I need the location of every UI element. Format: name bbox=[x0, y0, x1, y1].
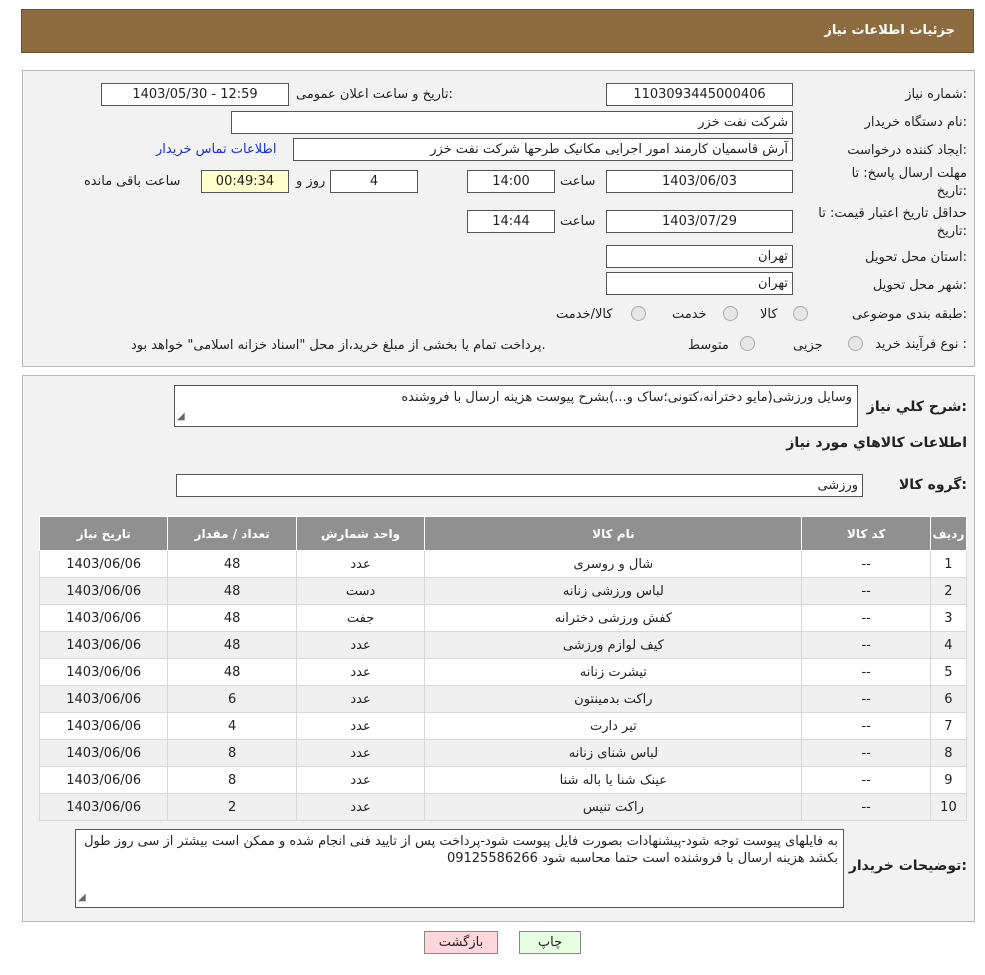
row-number-cell: 9 bbox=[930, 767, 966, 794]
buyer-notes-text: به فایلهای پیوست توجه شود-پیشنهادات بصورت فایل پیوست شود-پرداخت پس از تایید فنی انجام شده و ممکن است بیشتر از سی روز طول بکشد هزینه ارسال با فروشنده است حتما محاسبه شود 09125586266 bbox=[84, 834, 838, 866]
quantity-cell: 48 bbox=[168, 605, 296, 632]
col-date-header: تاریخ نیاز bbox=[40, 517, 168, 551]
buyer-contact-link[interactable]: اطلاعات تماس خریدار bbox=[156, 142, 277, 157]
need-date-cell: 1403/06/06 bbox=[40, 713, 168, 740]
quantity-cell: 6 bbox=[168, 686, 296, 713]
table-row bbox=[40, 659, 967, 686]
table-row bbox=[40, 578, 967, 605]
need-number-field: 1103093445000406 bbox=[606, 83, 793, 106]
col-code-header: کد کالا bbox=[802, 517, 930, 551]
items-table bbox=[39, 516, 967, 821]
unit-cell: عدد bbox=[296, 740, 424, 767]
item-code-cell: -- bbox=[802, 605, 930, 632]
table-row bbox=[40, 605, 967, 632]
row-number-cell: 6 bbox=[930, 686, 966, 713]
row-number-cell: 2 bbox=[930, 578, 966, 605]
need-number-label: شماره نیاز: bbox=[905, 87, 967, 102]
requester-label: ایجاد کننده درخواست: bbox=[847, 143, 967, 158]
resize-grip-icon[interactable]: ◢ bbox=[177, 411, 185, 422]
table-row bbox=[40, 632, 967, 659]
item-code-cell: -- bbox=[802, 767, 930, 794]
need-date-cell: 1403/06/06 bbox=[40, 605, 168, 632]
item-name-cell: راکت بدمینتون bbox=[425, 686, 802, 713]
need-date-cell: 1403/06/06 bbox=[40, 632, 168, 659]
quantity-cell: 48 bbox=[168, 551, 296, 578]
unit-cell: عدد bbox=[296, 713, 424, 740]
announce-label: تاریخ و ساعت اعلان عمومی: bbox=[296, 87, 453, 102]
category-goods-service-label: کالا/خدمت bbox=[556, 307, 613, 322]
resize-grip-icon[interactable]: ◢ bbox=[78, 892, 86, 903]
quantity-cell: 48 bbox=[168, 659, 296, 686]
row-number-cell: 4 bbox=[930, 632, 966, 659]
quantity-cell: 2 bbox=[168, 794, 296, 821]
buyer-org-field: شرکت نفت خزر bbox=[231, 111, 793, 134]
need-date-cell: 1403/06/06 bbox=[40, 659, 168, 686]
category-goods-radio[interactable] bbox=[793, 306, 808, 321]
quantity-cell: 48 bbox=[168, 632, 296, 659]
validity-time-label: ساعت bbox=[560, 214, 596, 229]
quantity-cell: 8 bbox=[168, 740, 296, 767]
item-name-cell: کیف لوازم ورزشی bbox=[425, 632, 802, 659]
city-field: تهران bbox=[606, 272, 793, 295]
need-date-cell: 1403/06/06 bbox=[40, 551, 168, 578]
page-header bbox=[21, 9, 974, 53]
need-date-cell: 1403/06/06 bbox=[40, 686, 168, 713]
item-name-cell: تیر دارت bbox=[425, 713, 802, 740]
category-goods-label: کالا bbox=[760, 307, 778, 322]
remaining-time-field: 00:49:34 bbox=[201, 170, 289, 193]
print-button[interactable]: چاپ bbox=[519, 931, 581, 954]
process-medium-label: متوسط bbox=[688, 338, 729, 353]
category-service-radio[interactable] bbox=[723, 306, 738, 321]
table-row bbox=[40, 767, 967, 794]
unit-cell: عدد bbox=[296, 794, 424, 821]
city-label: شهر محل تحویل: bbox=[872, 278, 967, 293]
group-label: گروه کالا: bbox=[898, 477, 967, 493]
process-medium-radio[interactable] bbox=[740, 336, 755, 351]
need-date-cell: 1403/06/06 bbox=[40, 794, 168, 821]
unit-cell: عدد bbox=[296, 659, 424, 686]
table-header-row bbox=[40, 517, 967, 551]
row-number-cell: 5 bbox=[930, 659, 966, 686]
process-minor-radio[interactable] bbox=[848, 336, 863, 351]
validity-time-field: 14:44 bbox=[467, 210, 555, 233]
unit-cell: عدد bbox=[296, 551, 424, 578]
buyer-notes-label: توضیحات خریدار: bbox=[848, 858, 967, 874]
item-code-cell: -- bbox=[802, 686, 930, 713]
need-date-cell: 1403/06/06 bbox=[40, 740, 168, 767]
row-number-cell: 3 bbox=[930, 605, 966, 632]
item-code-cell: -- bbox=[802, 659, 930, 686]
back-button[interactable]: بازگشت bbox=[424, 931, 498, 954]
unit-cell: عدد bbox=[296, 632, 424, 659]
items-heading: اطلاعات کالاهاي مورد نياز bbox=[786, 435, 967, 451]
unit-cell: عدد bbox=[296, 686, 424, 713]
buyer-org-label: نام دستگاه خریدار: bbox=[864, 115, 967, 130]
need-date-cell: 1403/06/06 bbox=[40, 767, 168, 794]
row-number-cell: 10 bbox=[930, 794, 966, 821]
item-name-cell: لباس شنای زنانه bbox=[425, 740, 802, 767]
deadline-time-field: 14:00 bbox=[467, 170, 555, 193]
row-number-cell: 1 bbox=[930, 551, 966, 578]
unit-cell: عدد bbox=[296, 767, 424, 794]
row-number-cell: 8 bbox=[930, 740, 966, 767]
page-title: جزئیات اطلاعات نیاز bbox=[824, 23, 955, 38]
item-code-cell: -- bbox=[802, 794, 930, 821]
row-number-cell: 7 bbox=[930, 713, 966, 740]
item-code-cell: -- bbox=[802, 740, 930, 767]
summary-textarea[interactable] bbox=[174, 385, 858, 427]
item-name-cell: عینک شنا یا باله شنا bbox=[425, 767, 802, 794]
summary-label: شرح کلي نياز: bbox=[866, 399, 967, 415]
days-remaining-field: 4 bbox=[330, 170, 418, 193]
item-code-cell: -- bbox=[802, 551, 930, 578]
deadline-date-field: 1403/06/03 bbox=[606, 170, 793, 193]
validity-label-1: حداقل تاریخ اعتبار قیمت: تا bbox=[818, 206, 967, 221]
item-code-cell: -- bbox=[802, 713, 930, 740]
item-name-cell: کفش ورزشی دخترانه bbox=[425, 605, 802, 632]
deadline-label-1: مهلت ارسال پاسخ: تا bbox=[851, 166, 967, 181]
quantity-cell: 8 bbox=[168, 767, 296, 794]
table-row bbox=[40, 794, 967, 821]
deadline-time-label: ساعت bbox=[560, 174, 596, 189]
requester-field: آرش قاسمیان کارمند امور اجرایی مکانیک طرحها شرکت نفت خزر bbox=[293, 138, 793, 161]
item-name-cell: لباس ورزشی زنانه bbox=[425, 578, 802, 605]
deadline-label-2: تاریخ: bbox=[936, 184, 967, 199]
col-unit-header: واحد شمارش bbox=[296, 517, 424, 551]
item-code-cell: -- bbox=[802, 578, 930, 605]
buyer-notes-textarea[interactable] bbox=[75, 829, 844, 908]
days-label: روز و bbox=[296, 174, 326, 189]
table-row bbox=[40, 740, 967, 767]
group-field: ورزشی bbox=[176, 474, 863, 497]
table-row bbox=[40, 686, 967, 713]
item-name-cell: شال و روسری bbox=[425, 551, 802, 578]
summary-text: وسایل ورزشی(مایو دخترانه،کتونی؛ساک و...)بشرح پیوست هزینه ارسال با فروشنده bbox=[401, 390, 852, 405]
province-field: تهران bbox=[606, 245, 793, 268]
col-qty-header: تعداد / مقدار bbox=[168, 517, 296, 551]
announce-datetime-field: 1403/05/30 - 12:59 bbox=[101, 83, 289, 106]
table-row bbox=[40, 551, 967, 578]
unit-cell: جفت bbox=[296, 605, 424, 632]
unit-cell: دست bbox=[296, 578, 424, 605]
validity-label-2: تاریخ: bbox=[936, 224, 967, 239]
item-name-cell: راکت تنیس bbox=[425, 794, 802, 821]
category-goods-service-radio[interactable] bbox=[631, 306, 646, 321]
quantity-cell: 4 bbox=[168, 713, 296, 740]
quantity-cell: 48 bbox=[168, 578, 296, 605]
process-note: پرداخت تمام یا بخشی از مبلغ خرید،از محل "اسناد خزانه اسلامی" خواهد بود. bbox=[131, 338, 546, 353]
category-label: طبقه بندی موضوعی: bbox=[851, 307, 967, 322]
item-name-cell: تیشرت زنانه bbox=[425, 659, 802, 686]
process-label: نوع فرآیند خرید : bbox=[875, 337, 967, 352]
validity-date-field: 1403/07/29 bbox=[606, 210, 793, 233]
col-row-header: رديف bbox=[930, 517, 966, 551]
col-name-header: نام کالا bbox=[425, 517, 802, 551]
item-code-cell: -- bbox=[802, 632, 930, 659]
remaining-label: ساعت باقی مانده bbox=[84, 174, 181, 189]
need-date-cell: 1403/06/06 bbox=[40, 578, 168, 605]
process-minor-label: جزیی bbox=[793, 338, 823, 353]
province-label: استان محل تحویل: bbox=[865, 250, 967, 265]
table-row bbox=[40, 713, 967, 740]
category-service-label: خدمت bbox=[672, 307, 707, 322]
